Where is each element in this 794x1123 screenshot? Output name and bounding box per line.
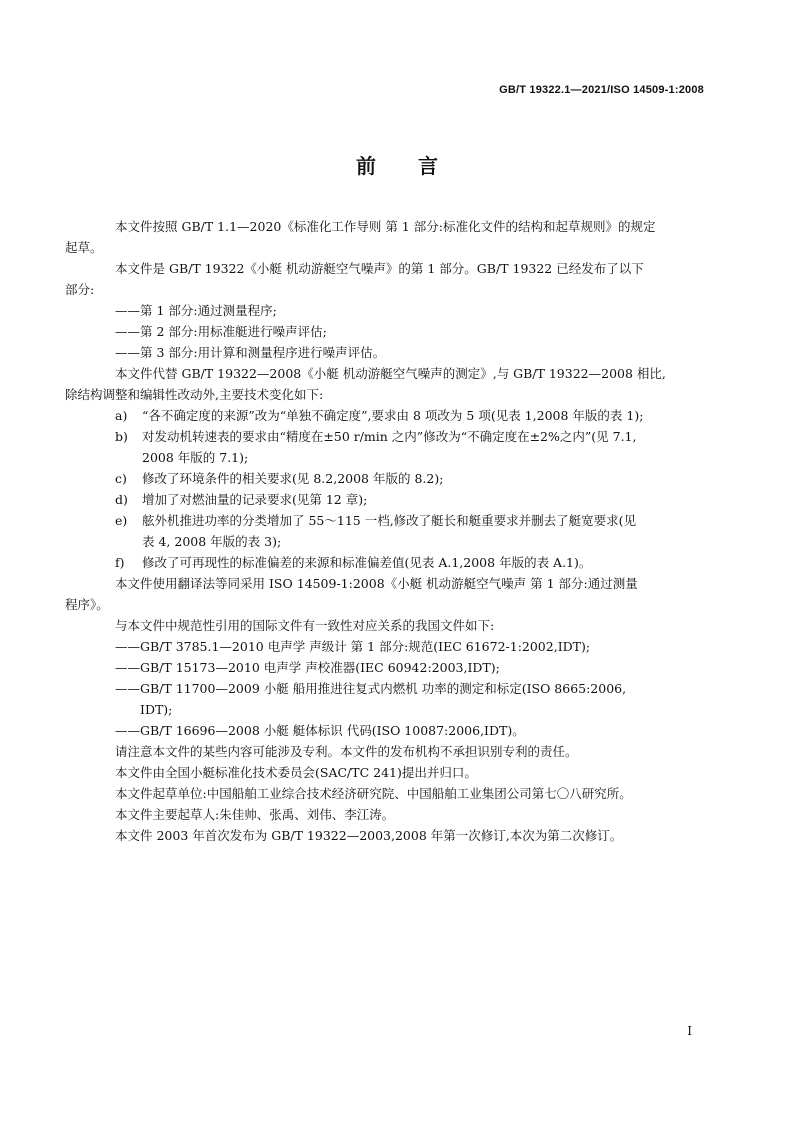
item-marker: a) bbox=[115, 408, 128, 423]
paragraph-text: 本文件按照 GB/T 1.1—2020《标准化工作导则 第 1 部分:标准化文件的结构和起草规则》的规定 bbox=[115, 219, 656, 234]
item-text: 增加了对燃油量的记录要求(见第 12 章); bbox=[142, 492, 368, 507]
item-marker: e) bbox=[115, 513, 128, 528]
item-text: 对发动机转速表的要求由“精度在±50 r/min 之内”修改为“不确定度在±2%之内”(见 7.1, bbox=[142, 429, 637, 444]
page-title: 前言 bbox=[356, 154, 480, 178]
item-text-cont: 表 4, 2008 年版的表 3); bbox=[142, 534, 282, 549]
item-text-cont: 2008 年版的 7.1); bbox=[142, 450, 249, 465]
paragraph-text-cont: 部分: bbox=[65, 282, 95, 297]
paragraph-text: 本文件代替 GB/T 19322—2008《小艇 机动游艇空气噪声的测定》,与 GB/T 19322—2008 相比, bbox=[115, 366, 666, 381]
paragraph-replacement bbox=[65, 363, 704, 405]
paragraph-text-cont: 起草。 bbox=[65, 240, 103, 255]
reference-item: ——GB/T 16696—2008 小艇 艇体标识 代码(ISO 10087:2006,IDT)。 bbox=[115, 723, 525, 738]
standard-number-header: GB/T 19322.1—2021/ISO 14509-1:2008 bbox=[499, 84, 704, 96]
change-item-b bbox=[90, 426, 704, 468]
item-text: 舷外机推进功率的分类增加了 55～115 一档,修改了艇长和艇重要求并删去了艇宽要求(见 bbox=[142, 513, 637, 528]
paragraph-text-cont: 除结构调整和编辑性改动外,主要技术变化如下: bbox=[65, 387, 324, 402]
part-list-item: ——第 3 部分:用计算和测量程序进行噪声评估。 bbox=[115, 345, 386, 360]
paragraph-text: 本文件使用翻译法等同采用 ISO 14509-1:2008《小艇 机动游艇空气噪声 第 1 部分:通过测量 bbox=[115, 576, 638, 591]
paragraph-drafting-units: 本文件起草单位:中国船舶工业综合技术经济研究院、中国船舶工业集团公司第七〇八研究所。 bbox=[115, 786, 632, 801]
item-marker: b) bbox=[115, 429, 128, 444]
change-item-e bbox=[90, 510, 704, 552]
page-number: I bbox=[687, 1024, 692, 1038]
item-marker: d) bbox=[115, 492, 128, 507]
item-marker: f) bbox=[115, 555, 125, 570]
change-item-c bbox=[90, 468, 704, 489]
reference-item: ——GB/T 3785.1—2010 电声学 声级计 第 1 部分:规范(IEC 61672-1:2002,IDT); bbox=[115, 639, 591, 654]
item-text: 修改了可再现性的标准偏差的来源和标准偏差值(见表 A.1,2008 年版的表 A.1)。 bbox=[142, 555, 592, 570]
item-text: “各不确定度的来源”改为“单独不确定度”,要求由 8 项改为 5 项(见表 1,2008 年版的表 1); bbox=[142, 408, 644, 423]
paragraph-references-intro: 与本文件中规范性引用的国际文件有一致性对应关系的我国文件如下: bbox=[115, 618, 495, 633]
reference-text: ——GB/T 11700—2009 小艇 船用推进往复式内燃机 功率的测定和标定(ISO 8665:2006, bbox=[115, 681, 627, 696]
part-list-item: ——第 1 部分:通过测量程序; bbox=[115, 303, 277, 318]
change-item-d bbox=[90, 489, 704, 510]
paragraph-proposer: 本文件由全国小艇标准化技术委员会(SAC/TC 241)提出并归口。 bbox=[115, 765, 477, 780]
paragraph-iso-adoption bbox=[65, 573, 704, 615]
paragraph-text: 本文件是 GB/T 19322《小艇 机动游艇空气噪声》的第 1 部分。GB/T 19322 已经发布了以下 bbox=[115, 261, 644, 276]
change-item-a bbox=[90, 405, 704, 426]
reference-text-cont: IDT); bbox=[140, 702, 173, 717]
paragraph-drafters: 本文件主要起草人:朱佳帅、张禹、刘伟、李江涛。 bbox=[115, 807, 395, 822]
item-marker: c) bbox=[115, 471, 127, 486]
paragraph-series-parts bbox=[65, 258, 704, 300]
foreword-body bbox=[65, 216, 704, 846]
paragraph-history: 本文件 2003 年首次发布为 GB/T 19322—2003,2008 年第一次修订,本次为第二次修订。 bbox=[115, 828, 623, 843]
paragraph-text-cont: 程序》。 bbox=[65, 597, 109, 612]
reference-item bbox=[90, 678, 704, 720]
paragraph-patent-note: 请注意本文件的某些内容可能涉及专利。本文件的发布机构不承担识别专利的责任。 bbox=[115, 744, 578, 759]
part-list-item: ——第 2 部分:用标准艇进行噪声评估; bbox=[115, 324, 327, 339]
paragraph-drafting-rules bbox=[65, 216, 704, 258]
change-item-f bbox=[90, 552, 704, 573]
reference-item: ——GB/T 15173—2010 电声学 声校准器(IEC 60942:2003,IDT); bbox=[115, 660, 500, 675]
item-text: 修改了环境条件的相关要求(见 8.2,2008 年版的 8.2); bbox=[142, 471, 444, 486]
